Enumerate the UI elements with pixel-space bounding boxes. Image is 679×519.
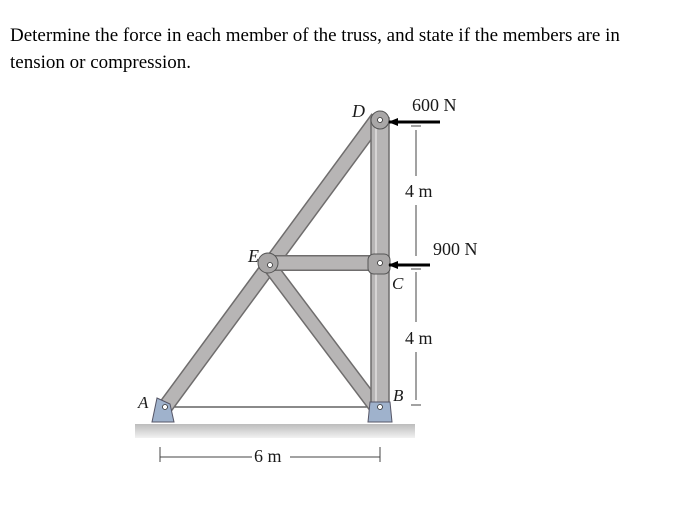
joint-d-pin (378, 118, 383, 123)
label-d: D (352, 101, 365, 121)
label-c: C (392, 274, 404, 293)
load-900-label: 900 N (433, 239, 478, 259)
load-600-label: 600 N (412, 95, 457, 115)
dim-upper-height: 4 m (405, 181, 433, 201)
label-b: B (393, 386, 404, 405)
support-b-pin (378, 405, 383, 410)
label-a: A (138, 393, 149, 412)
joint-c-pin (378, 261, 383, 266)
support-b (368, 402, 392, 422)
problem-statement: Determine the force in each member of the truss, and state if the members are in tension or compression. (10, 25, 620, 73)
joint-e-pin (268, 263, 273, 268)
label-e: E (248, 246, 259, 266)
dim-base-width: 6 m (254, 446, 282, 466)
dim-lower-height: 4 m (405, 328, 433, 348)
support-a-pin (163, 405, 168, 410)
ground (135, 424, 415, 438)
member-eb (268, 264, 378, 410)
